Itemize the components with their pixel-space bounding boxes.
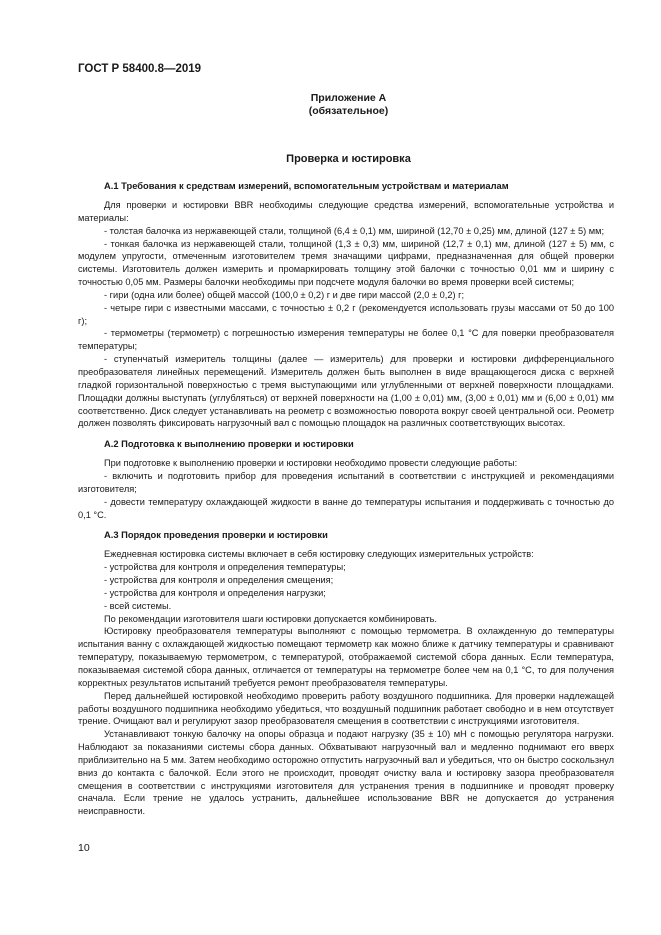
section bbox=[78, 438, 614, 521]
list-item: - устройства для контроля и определения нагрузки; bbox=[104, 587, 326, 598]
list-item: - включить и подготовить прибор для проведения испытаний в соответствии с инструкцией и рекомендациями изготовителя; bbox=[78, 471, 614, 494]
section-heading: А.2 Подготовка к выполнению проверки и юстировки bbox=[104, 439, 354, 450]
list-item: - гири (одна или более) общей массой (100,0 ± 0,2) г и две гири массой (2,0 ± 0,2) г; bbox=[104, 289, 465, 300]
list-item: - четыре гири с известными массами, с точностью ± 0,2 г (рекомендуется использовать грузы массами от 50 до 100 г); bbox=[78, 302, 614, 326]
section bbox=[78, 529, 614, 818]
paragraph: Юстировку преобразователя температуры выполняют с помощью термометра. В охлажденную до температуры испытания ванну с охлаждающей жидкостью помещают термометр как можно ближе к датчику температуры и сравнивают температуру, показываемую термометром, с температурой, отображаемой системой сбора данных. Если температура, показываемая системой сбора данных, отличается от температуры на термометре более чем на 0,1 °С, то для получения корректных результатов испытаний требуется ремонт преобразователя температуры. bbox=[78, 626, 614, 688]
paragraph: Ежедневная юстировка системы включает в себя юстировку следующих измерительных устройств: bbox=[104, 549, 534, 560]
paragraph: Устанавливают тонкую балочку на опоры образца и подают нагрузку (35 ± 10) мН с помощью регулятора нагрузки. Наблюдают за показаниями системы сбора данных. Обхватывают нагрузочный вал и медленно поднимают его вверх приблизительно на 5 мм. Затем необходимо осторожно отпустить нагрузочный вал и убедиться, что он быстро соскользнул вниз до контакта с балочкой. Если этого не происходит, проводят очистку вала и юстировку зазора преобразователя смещения в соответствии с инструкциями изготовителя для устранения трения в подшипнике и проводят проверку сначала. Если трение не удалось устранить, дальнейшее использование BBR не допускается до устранения неисправности. bbox=[78, 729, 614, 817]
section bbox=[78, 180, 614, 430]
list-item: - довести температуру охлаждающей жидкости в ванне до температуры испытания и поддерживать с точностью до 0,1 °С. bbox=[78, 496, 614, 520]
annex-title: Проверка и юстировка bbox=[286, 153, 411, 165]
section-heading: А.1 Требования к средствам измерений, вспомогательным устройствам и материалам bbox=[104, 181, 509, 191]
list-item: - всей системы. bbox=[104, 600, 172, 611]
paragraph: При подготовке к выполнению проверки и юстировки необходимо провести следующие работы: bbox=[104, 458, 518, 469]
list-item: - ступенчатый измеритель толщины (далее — измеритель) для проверки и юстировки дифференциального преобразователя линейных перемещений. Измеритель должен быть выполнен в виде вращающегося диска с верхней гладкой горизонтальной поверхностью с тремя выступающими или углубленными от верхней поверхности площадками. Площадки должны выступать (углубляться) от верхней поверхности на (1,00 ± 0,01) мм, (3,00 ± 0,01) мм и (6,00 ± 0,01) мм соответственно. Диск следует устанавливать на реометр с возможностью поворота вокруг своей центральной оси. Реометр должен позволять фиксировать нагрузочный вал с помощью площадок на различных соответствующих высотах. bbox=[78, 354, 614, 429]
page-number: 10 bbox=[78, 842, 90, 854]
annex-label: Приложение А bbox=[310, 92, 387, 104]
document-body bbox=[78, 180, 614, 826]
standard-header: ГОСТ Р 58400.8—2019 bbox=[78, 63, 202, 75]
list-item: - устройства для контроля и определения смещения; bbox=[104, 575, 334, 586]
list-item: - толстая балочка из нержавеющей стали, толщиной (6,4 ± 0,1) мм, шириной (12,70 ± 0,25) мм, длиной (127 ± 5) мм; bbox=[104, 225, 605, 236]
paragraph: Перед дальнейшей юстировкой необходимо проверить работу воздушного подшипника. Для проверки надлежащей работы воздушного подшипника необходимо убедиться, что воздушный подшипник работает свободно и в нем отсутствует трение. Очищают вал и регулируют зазор преобразователя смещения в соответствии с инструкциями изготовителя. bbox=[78, 690, 614, 727]
annex-block bbox=[0, 92, 661, 118]
annex-status: (обязательное) bbox=[308, 105, 389, 117]
list-item: - устройства для контроля и определения температуры; bbox=[104, 562, 346, 573]
paragraph: По рекомендации изготовителя шаги юстировки допускается комбинировать. bbox=[104, 613, 437, 624]
list-item: - тонкая балочка из нержавеющей стали, толщиной (1,3 ± 0,3) мм, шириной (12,7 ± 0,1) мм, длиной (127 ± 5) мм, с модулем упругости, отмеченным изготовителем тремя значащими цифрами, предназначенная для общей проверки системы. Изготовитель должен измерить и промаркировать толщину этой балочки с точностью 0,01 мм и ширину с точностью 0,05 мм. Размеры балочки необходимы при подсчете модуля балочки во время проверки всей системы; bbox=[78, 238, 614, 288]
list-item: - термометры (термометр) с погрешностью измерения температуры не более 0,1 °С для поверки преобразователя температуры; bbox=[78, 328, 614, 352]
paragraph: Для проверки и юстировки BBR необходимы следующие средства измерений, вспомогательные устройства и материалы: bbox=[78, 200, 614, 223]
section-heading: А.3 Порядок проведения проверки и юстировки bbox=[104, 530, 328, 541]
